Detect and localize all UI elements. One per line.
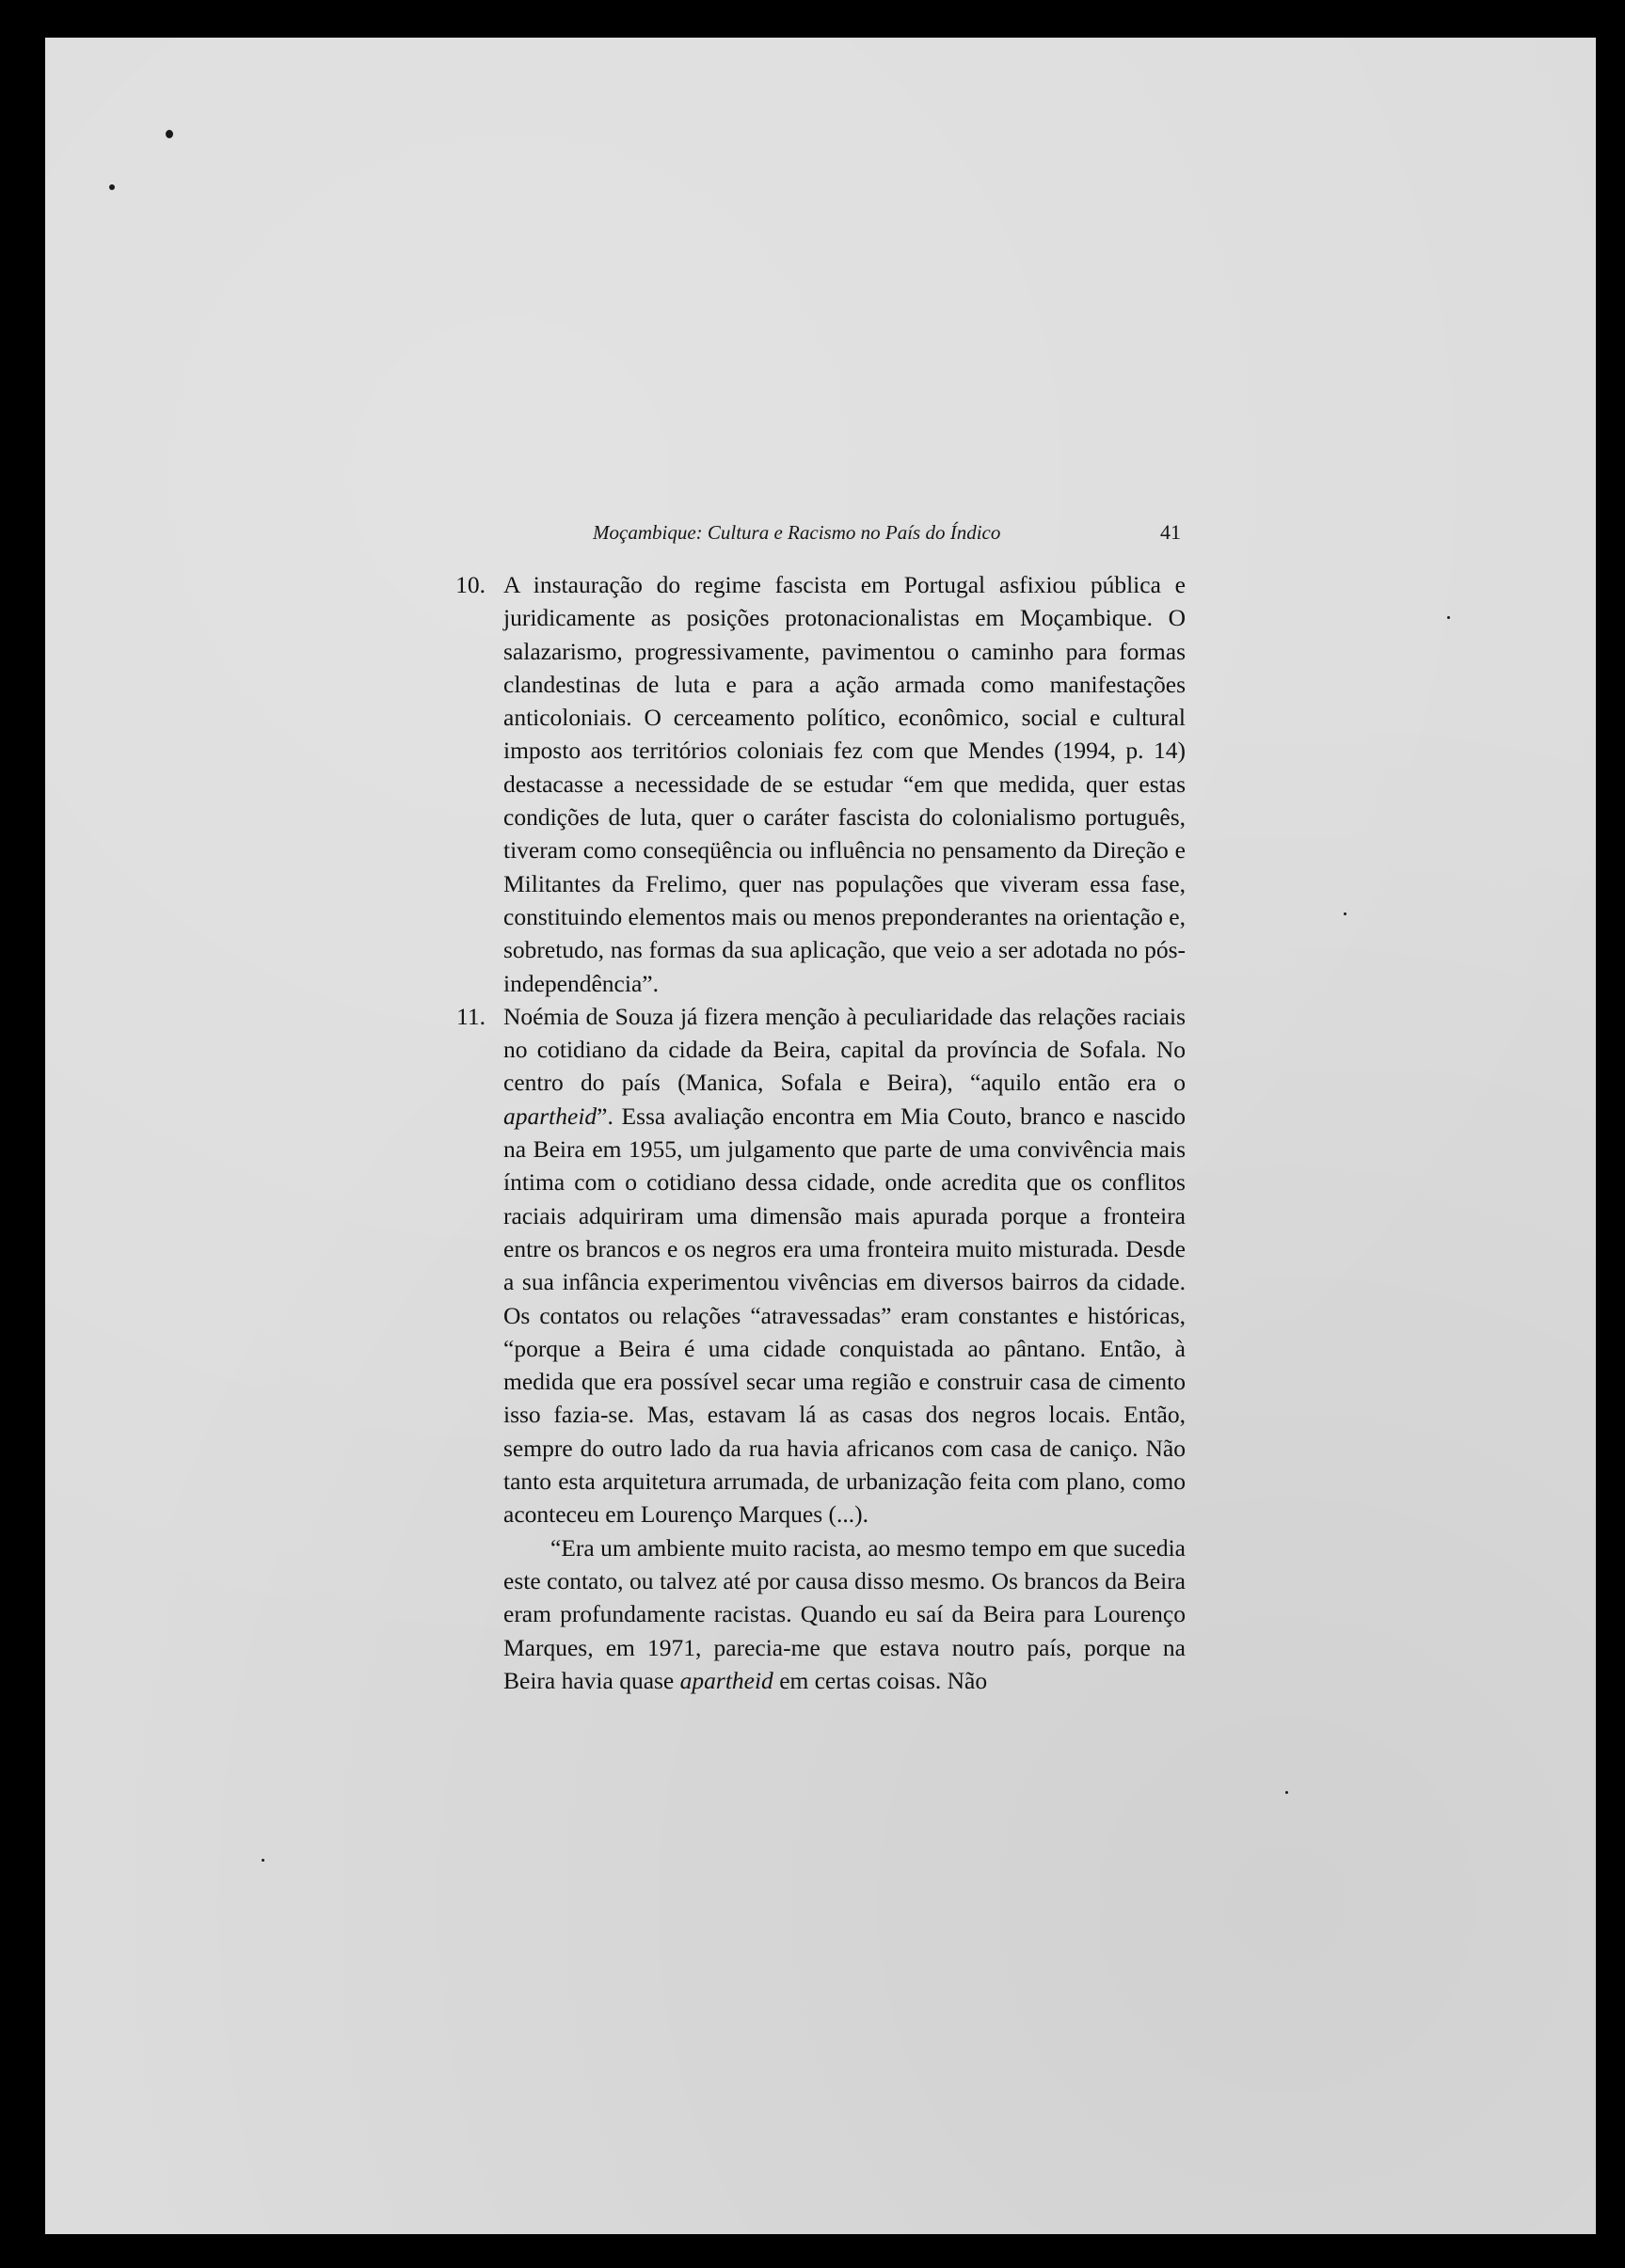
dust-speck	[1285, 1791, 1288, 1794]
dust-speck	[262, 1859, 264, 1862]
running-header	[593, 517, 1181, 547]
running-title: Moçambique: Cultura e Racismo no País do Índico	[593, 521, 1001, 544]
footnote-paragraph: A instauração do regime fascista em Portugal asfixiou pública e juridicamente as posições protonacionalistas em Moçambique. O salazarismo, progressivamente, pavimentou o caminho para formas clandestinas de luta e para a ação armada como manifestações anticoloniais. O cerceamento político, econômico, social e cultural imposto aos territórios coloniais fez com que Mendes (1994, p. 14) destacasse a necessidade de se estudar “em que medida, quer estas condições de luta, quer o caráter fascista do colonialismo português, tiveram como conseqüência ou influência no pensamento da Direção e Militantes da Frelimo, quer nas populações que viveram essa fase, constituindo elementos mais ou menos preponderantes na orientação e, sobretudo, nas formas da sua aplicação, que veio a ser adotada no pós-independência”.	[503, 571, 1186, 997]
footnote-11	[433, 1000, 1186, 1697]
italic-term: apartheid	[679, 1666, 773, 1694]
dust-speck	[1447, 616, 1450, 619]
text-run: “Era um ambiente muito racista, ao mesmo tempo em que sucedia este contato, ou talvez até por causa disso mesmo. Os brancos da Beira eram profundamente racistas. Quando eu saí da Beira para Lourenço Marques, em 1971, parecia-me que estava noutro país, porque na Beira havia quase	[503, 1533, 1186, 1694]
footnote-paragraph	[503, 1000, 1186, 1531]
footnote-number: 10.	[455, 571, 486, 598]
dust-speck	[166, 130, 173, 138]
dust-speck	[1344, 912, 1346, 915]
footnote-text	[503, 1000, 1186, 1697]
text-run: ”. Essa avaliação encontra em Mia Couto, branco e nascido na Beira em 1955, um julgamento que parte de uma convivência mais íntima com o cotidiano dessa cidade, onde acredita que os conflitos raciais adquiriram uma dimensão mais apurada porque a fronteira entre os brancos e os negros era uma fronteira muito misturada. Desde a sua infância experimentou vivências em diversos bairros da cidade. Os contatos ou relações “atravessadas” eram constantes e históricas, “porque a Beira é uma cidade conquistada ao pântano. Então, à medida que era possível secar uma região e construir casa de cimento isso fazia-se. Mas, estavam lá as casas dos negros locais. Então, sempre do outro lado da rua havia africanos com casa de caniço. Não tanto esta arquitetura arrumada, de urbanização feita com plano, como aconteceu em Lourenço Marques (...).	[503, 1102, 1186, 1529]
footnote-number: 11.	[456, 1002, 486, 1030]
footnote-10	[433, 568, 1186, 1000]
dust-speck	[109, 184, 115, 190]
footnote-paragraph	[503, 1531, 1186, 1697]
text-run: em certas coisas. Não	[773, 1666, 988, 1694]
text-run: Noémia de Souza já fizera menção à peculiaridade das relações raciais no cotidiano da cidade da Beira, capital da província de Sofala. No centro do país (Manica, Sofala e Beira), “aquilo então era o	[503, 1002, 1186, 1097]
footnote-text	[503, 568, 1186, 1000]
page-number: 41	[1160, 520, 1181, 544]
italic-term: apartheid	[503, 1102, 597, 1130]
footnotes-block	[433, 568, 1186, 1697]
